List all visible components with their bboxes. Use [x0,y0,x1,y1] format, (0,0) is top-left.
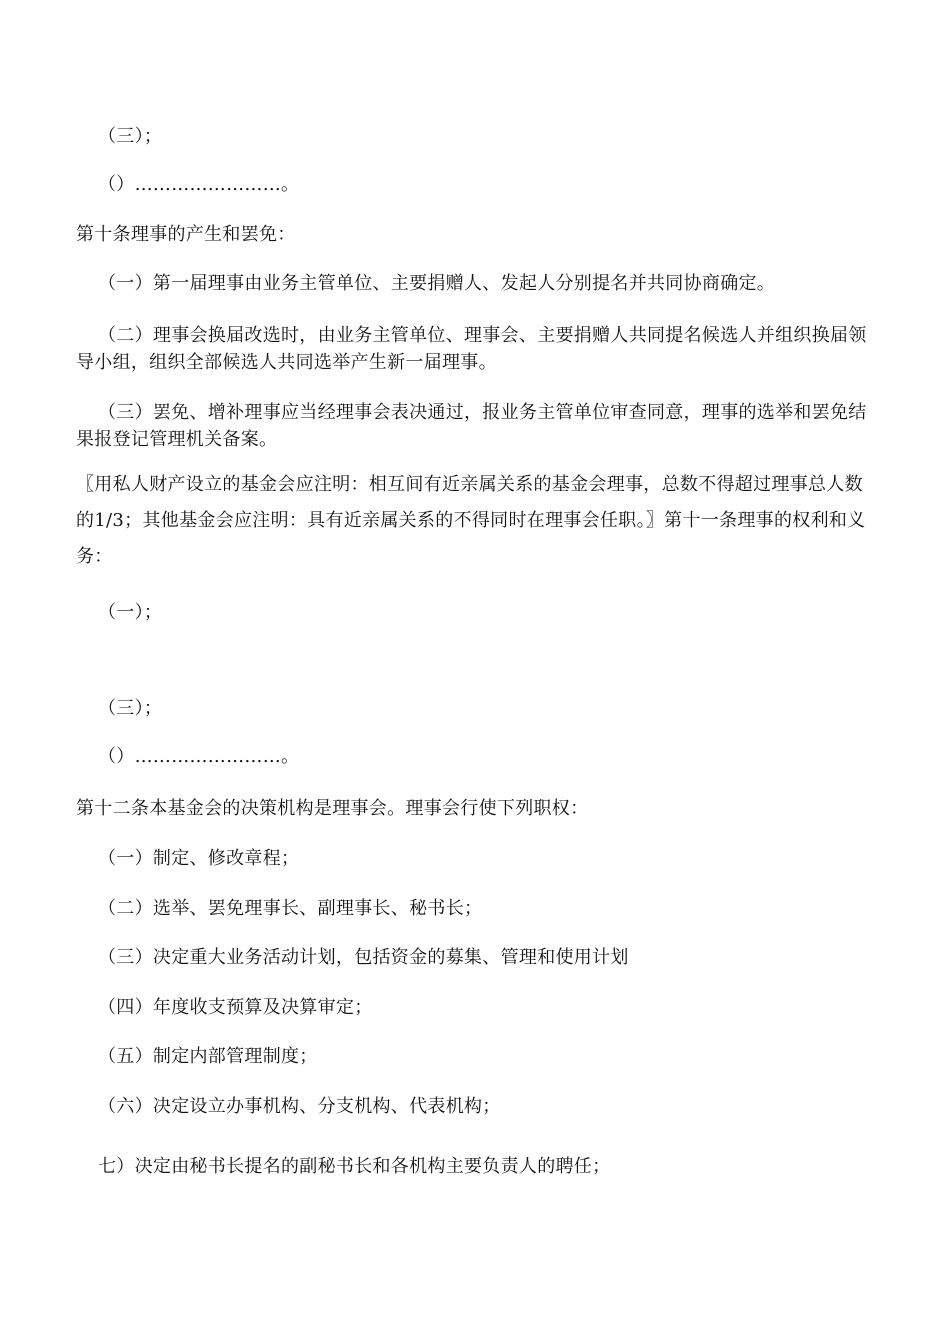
article-10-item-2: （二）理事会换届改选时，由业务主管单位、理事会、主要捐赠人共同提名候选人并组织换届领导小组，组织全部候选人共同选举产生新一届理事。 [76,325,867,373]
article-12-item-7: 七）决定由秘书长提名的副秘书长和各机构主要负责人的聘任； [98,1156,611,1177]
article-12-item-1: （一）制定、修改章程； [98,848,300,869]
article-12-item-2: （二）选举、罢免理事长、副理事长、秘书长； [98,898,483,919]
article-10-item-1: （一）第一届理事由业务主管单位、主要捐赠人、发起人分别提名并共同协商确定。 [98,273,776,294]
article-12-item-4: （四）年度收支预算及决算审定； [98,997,373,1018]
list-item-three: （三）； [98,126,163,147]
article-11-item-3: （三）； [98,698,163,719]
list-item-ellipsis: （）……………………。 [98,174,300,195]
article-12-item-5: （五）制定内部管理制度； [98,1046,318,1067]
article-10-item-3: （三）罢免、增补理事应当经理事会表决通过，报业务主管单位审查同意，理事的选举和罢免结果报登记管理机关备案。 [76,402,867,450]
article-10-heading: 第十条理事的产生和罢免： [76,224,296,245]
article-12-heading: 第十二条本基金会的决策机构是理事会。理事会行使下列职权： [76,798,589,819]
article-12-item-3: （三）决定重大业务活动计划，包括资金的募集、管理和使用计划 [98,947,629,968]
article-11-item-1: （一）； [98,602,163,623]
article-10-note-and-article-11-heading: 〖用私人财产设立的基金会应注明：相互间有近亲属关系的基金会理事，总数不得超过理事总人数的1/3；其他基金会应注明：具有近亲属关系的不得同时在理事会任职。〗第十一条理事的权利和义务： [76,474,866,567]
article-12-item-6: （六）决定设立办事机构、分支机构、代表机构； [98,1096,501,1117]
article-11-item-ellipsis: （）……………………。 [98,746,300,767]
